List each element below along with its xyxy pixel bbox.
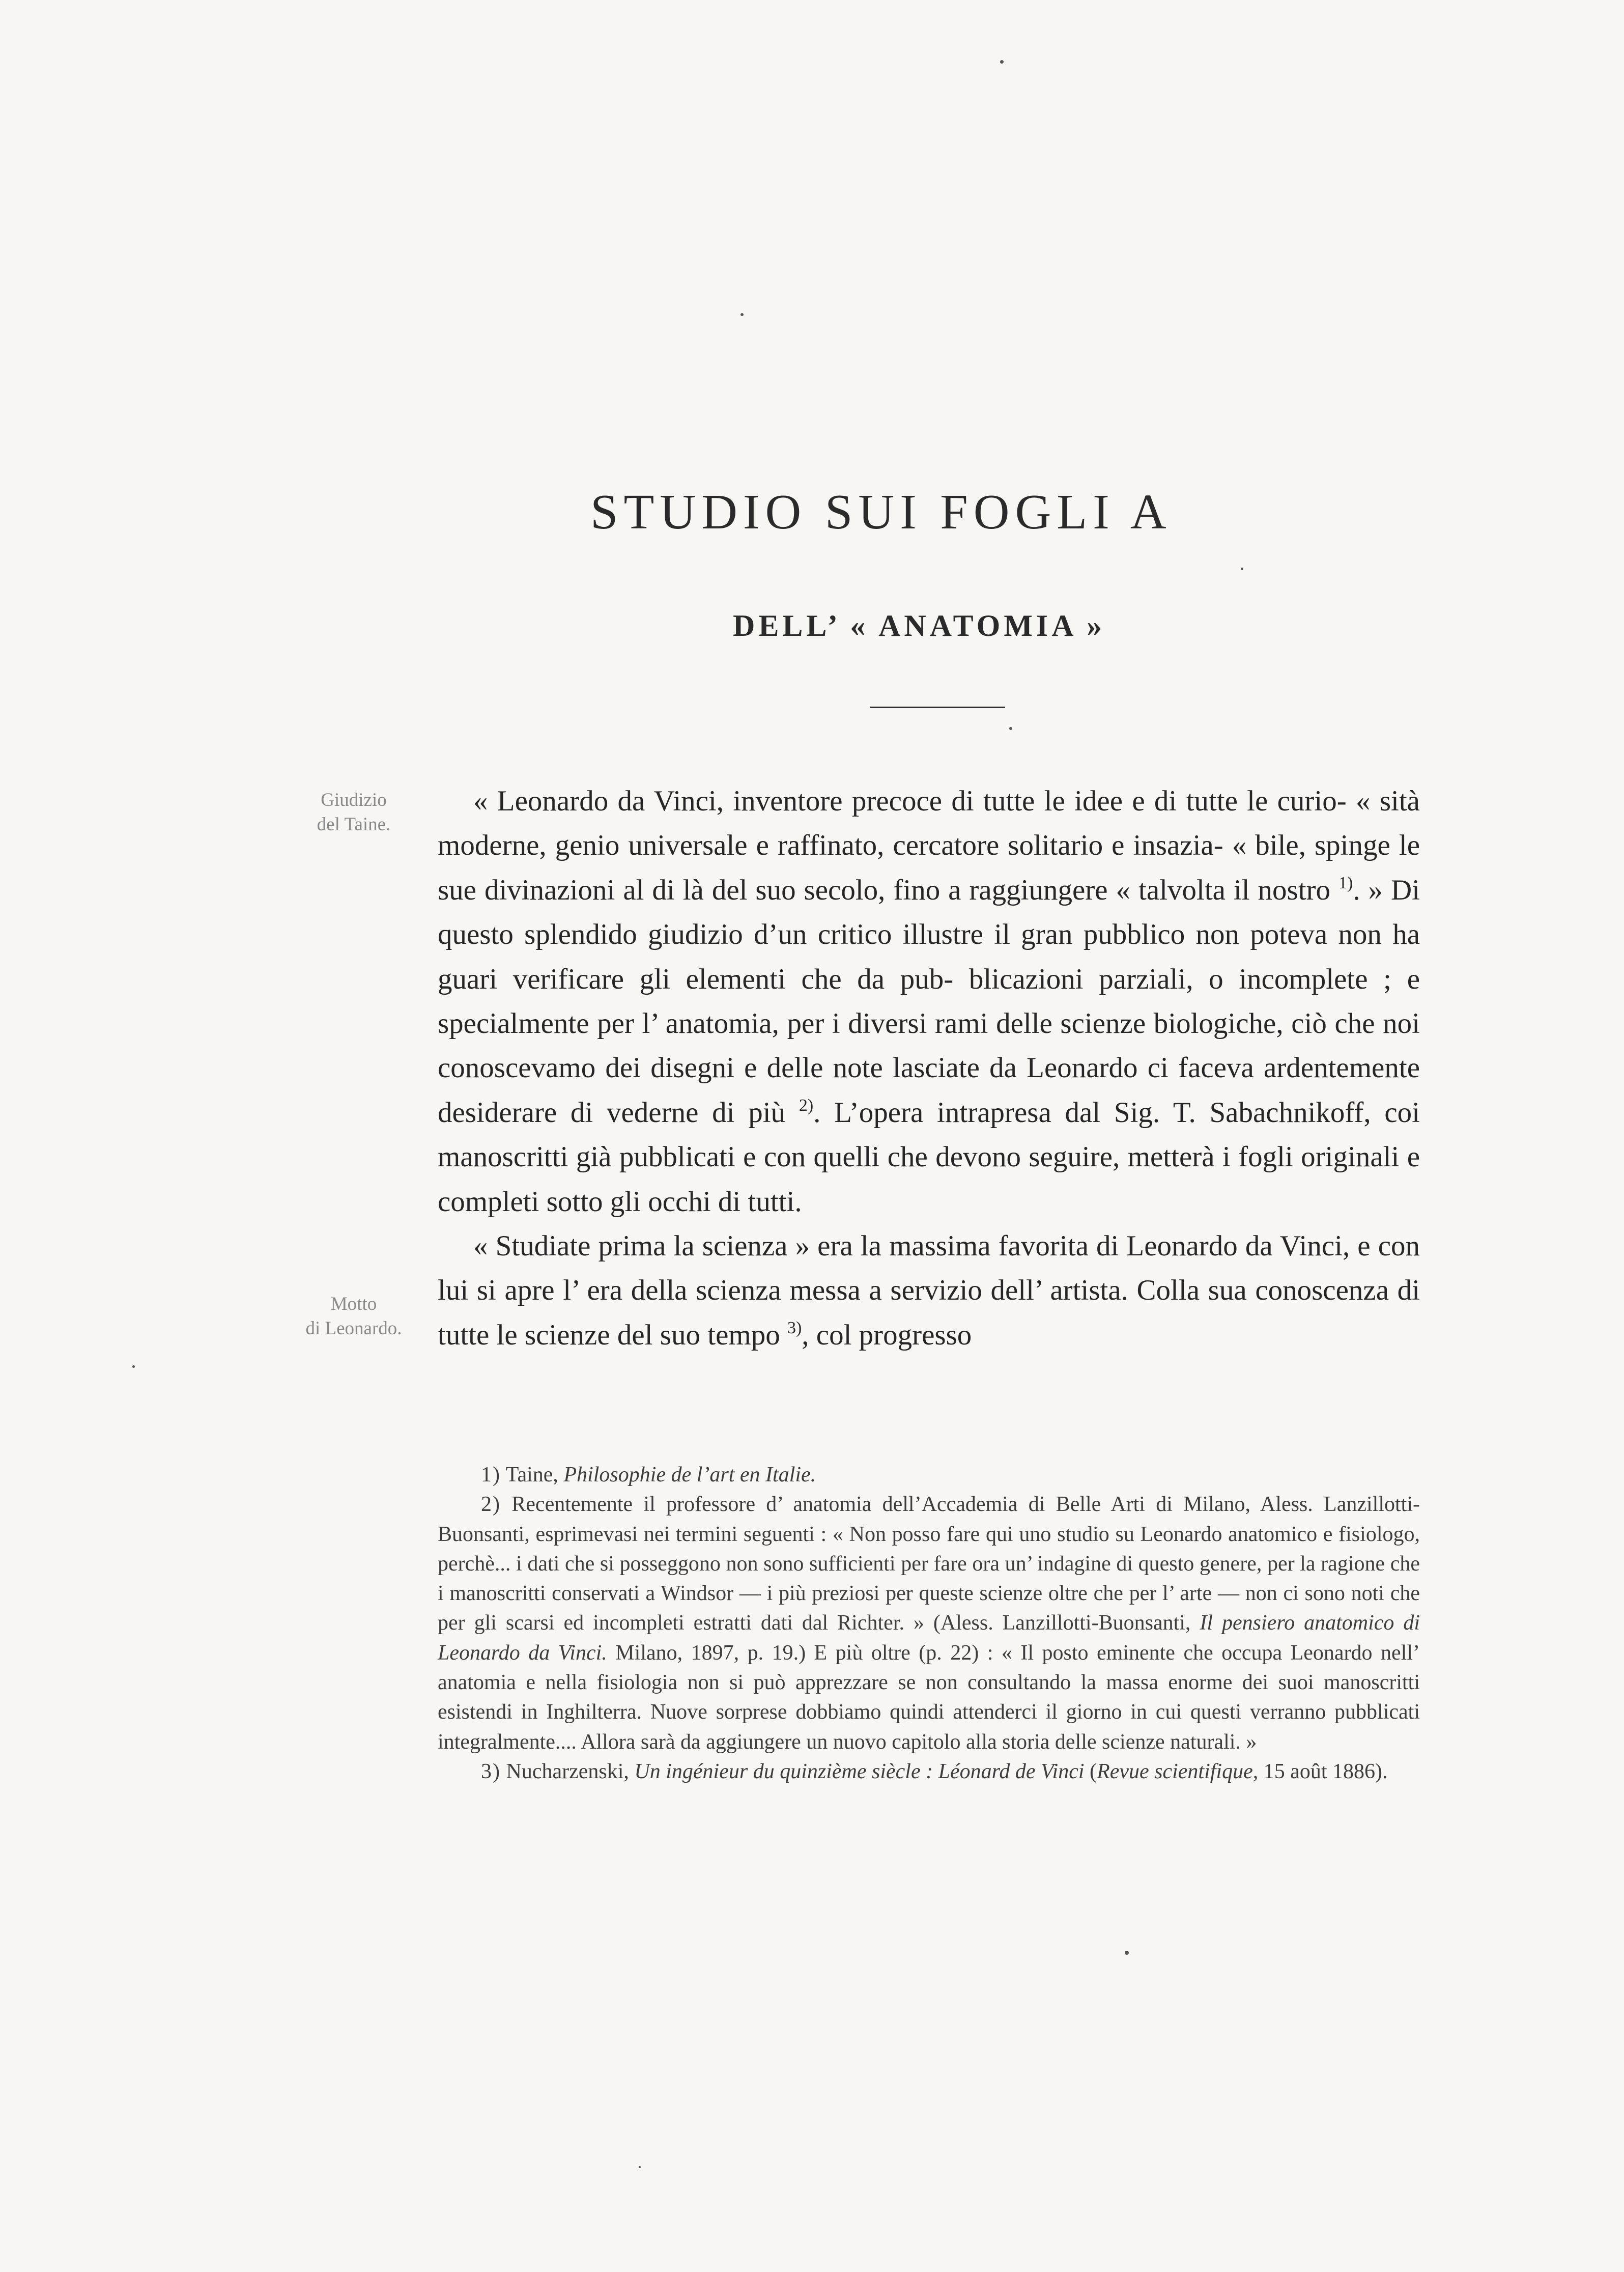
footnote-2 [438,1490,1420,1757]
footnote-ref-2: 2) [799,1096,814,1115]
paper-speck [1000,60,1004,64]
title-divider [870,707,1005,708]
footnote-text: ( [1090,1759,1097,1783]
paragraph-text: « Studiate prima la scienza » era la massima favorita di Leonardo da Vinci, e con lui si apre l’ era della scienza messa a servizio dell’ artista. Colla sua conoscenza di tutte le scienze del suo tempo [438,1230,1420,1351]
paragraph-motto [438,1224,1420,1357]
footnote-journal: Revue scientifique, [1097,1759,1259,1783]
paper-speck [132,1365,135,1368]
footnote-author: Taine, [505,1463,558,1486]
footnote-work: Un ingénieur du quinzième siècle : Léonard de Vinci [634,1759,1085,1783]
paper-speck [740,313,744,316]
footnote-work: Il pensiero anatomico di Leonardo da Vinci. [438,1611,1420,1665]
paragraph-text: . L’opera intrapresa dal Sig. T. Sabachnikoff, coi manoscritti già pubblicati e con quelli che devono seguire, metterà i fogli originali e completi sotto gli occhi di tutti. [438,1096,1420,1218]
footnotes [438,1460,1420,1786]
margin-note-line: del Taine. [317,814,391,835]
footnote-ref-1: 1) [1338,873,1353,892]
paragraph-taine [438,779,1420,1224]
paragraph-text: , col progresso [802,1319,972,1351]
footnote-number: 3) [481,1759,501,1783]
page-title: STUDIO SUI FOGLI A [590,485,1172,540]
body-text [438,779,1420,1357]
margin-note-taine [280,788,428,837]
paragraph-text: . » Di questo splendido giudizio d’un critico illustre il gran pubblico non poteva non ha guari verificare gli elementi che da pub- blicazioni parziali, o incomplete ; e specialmente per l’ anatomia, per i diversi rami delle scienze biologiche, ciò che noi conoscevamo dei disegni e delle note lasciate da Leonardo ci faceva ardentemente desiderare di vederne di più [438,874,1420,1129]
paragraph-text: « Leonardo da Vinci, inventore precoce di tutte le idee e di tutte le curio- « sità moderne, genio universale e raffinato, cercatore solitario e insazia- « bile, spinge le sue divinazioni al di là del suo secolo, fino a raggiungere « talvolta il nostro [438,785,1420,906]
margin-note-line: di Leonardo. [305,1318,402,1339]
margin-note-line: Motto [330,1294,377,1314]
paper-speck [639,2166,641,2168]
page-subtitle: DELL’ « ANATOMIA » [733,609,1106,642]
margin-note-line: Giudizio [321,790,387,810]
footnote-number: 2) [481,1493,501,1517]
paper-speck [1125,1951,1129,1955]
footnote-number: 1) [481,1463,501,1486]
footnote-author: Nucharzenski, [506,1759,629,1783]
footnote-3 [438,1757,1420,1786]
paper-speck [1009,727,1012,730]
footnote-text: Recentemente il professore d’ anatomia dell’Accademia di Belle Arti di Milano, Aless. Lanzillotti-Buonsanti, esprimevasi nei termini seguenti : « Non posso fare qui uno studio su Leonardo anatomico e fisiologo, perchè... i dati che si posseggono non sono sufficienti per fare ora un’ indagine di questo genere, per la ragione che i manoscritti conservati a Windsor — i più preziosi per queste scienze oltre che per l’ arte — non ci sono noti che per gli scarsi ed incompleti estratti dati dal Richter. » (Aless. Lanzillotti-Buonsanti, [438,1493,1420,1635]
footnote-work: Philosophie de l’art en Italie. [563,1463,816,1486]
footnote-ref-3: 3) [787,1318,802,1337]
footnote-1 [438,1460,1420,1490]
paper-speck [1241,568,1243,570]
margin-note-leonardo [280,1292,428,1341]
footnote-text: Milano, 1897, p. 19.) E più oltre (p. 22) : « Il posto eminente che occupa Leonardo nell’ anatomia e nella fisiologia non si può apprezzare se non consultando la massa enorme dei suoi manoscritti esistendi in Inghilterra. Nuove sorprese dobbiamo quindi attenderci il giorno in cui questi verranno pubblicati integralmente.... Allora sarà da aggiungere un nuovo capitolo alla storia delle scienze naturali. » [438,1641,1420,1754]
footnote-text: 15 août 1886). [1263,1759,1388,1783]
